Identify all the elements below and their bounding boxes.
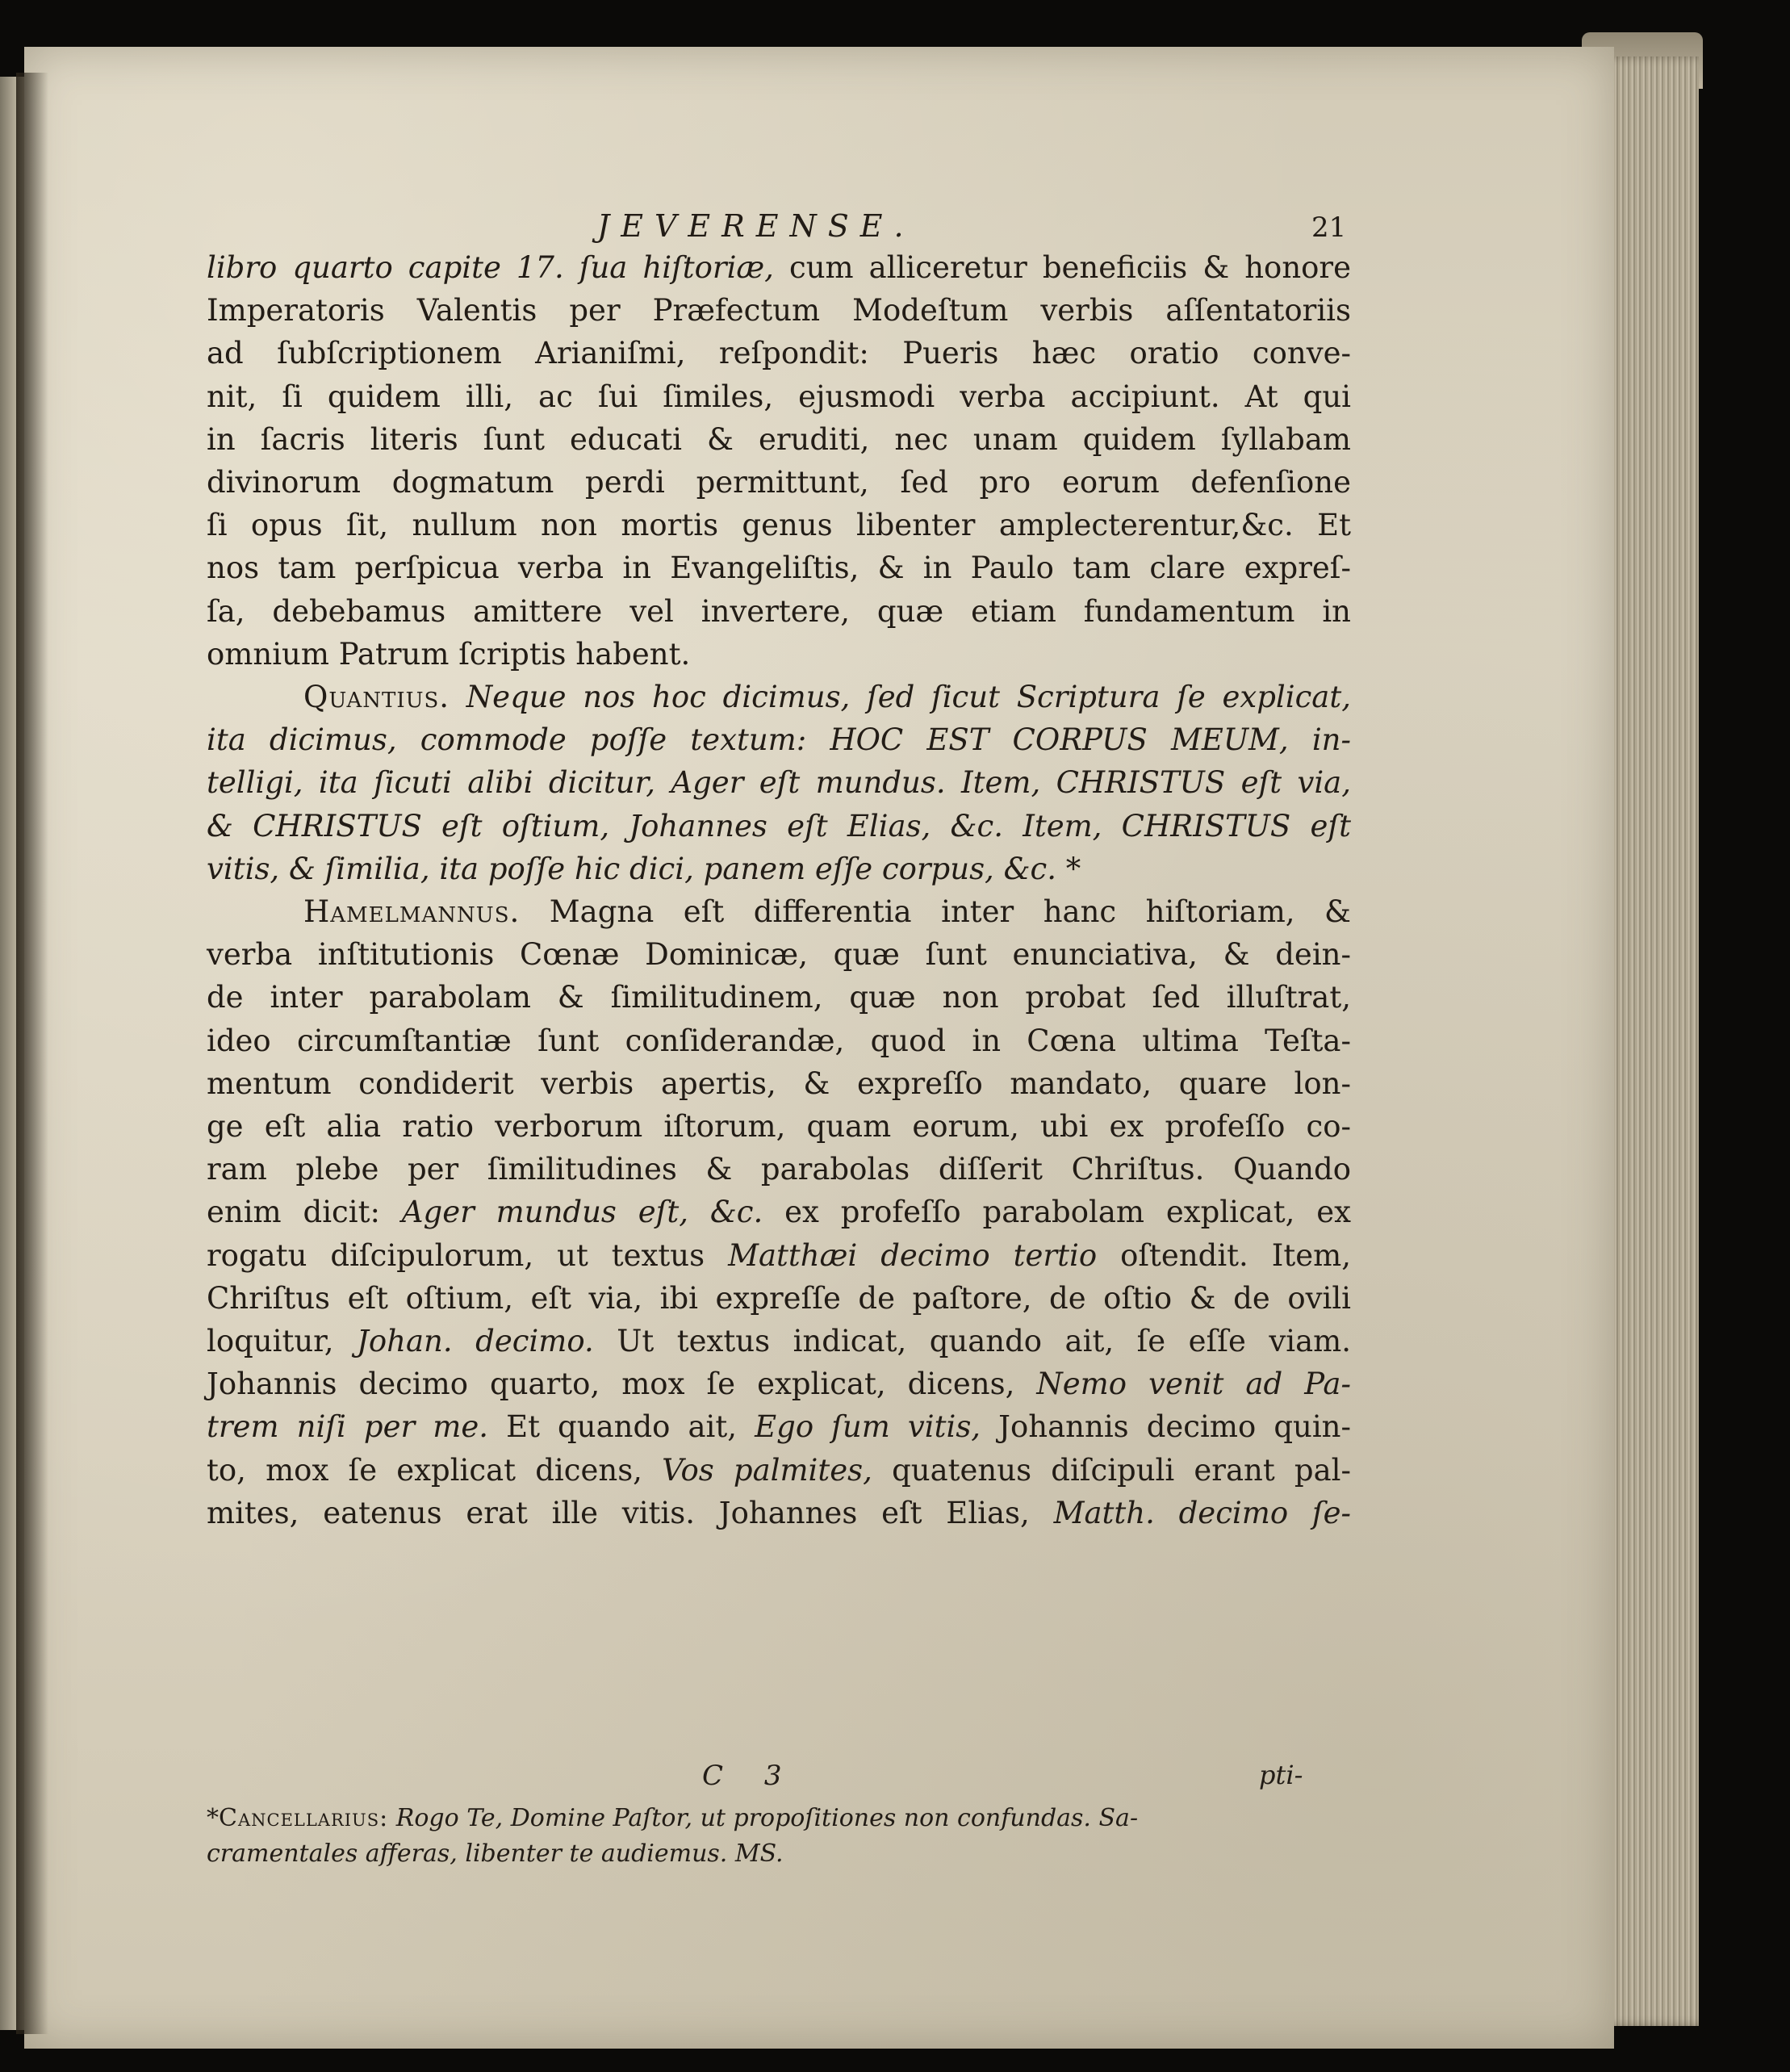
text-line bbox=[207, 1363, 1351, 1405]
text-line-segment: Chriſtus eſt oſtium, eſt via, ibi expreſſe de paſtore, de oſtio & de ovili bbox=[207, 1280, 1351, 1316]
text-line-segment: rogatu diſcipulorum, ut textus bbox=[207, 1237, 729, 1273]
running-head: JEVERENSE. bbox=[597, 208, 915, 244]
text-line bbox=[207, 247, 1351, 289]
footnote-line bbox=[207, 1802, 1351, 1835]
text-line-segment: quatenus diſcipuli erant pal- bbox=[872, 1452, 1351, 1488]
text-line-segment: mites, eatenus erat ille vitis. Johannes eſt Elias, bbox=[207, 1495, 1054, 1530]
text-line bbox=[207, 1492, 1351, 1534]
text-line-segment: & CHRISTUS eſt oſtium, Johannes eſt Elias, &c. Item, CHRISTUS eſt bbox=[207, 808, 1351, 843]
text-line-segment: Matth. decimo ſe- bbox=[1053, 1495, 1351, 1530]
text-line-segment: cum alliceretur beneficiis & honore bbox=[773, 250, 1352, 285]
text-line-segment: ideo circumſtantiæ ſunt conſiderandæ, quod in Cœna ultima Teſta- bbox=[207, 1023, 1351, 1058]
text-line-segment: Et quando ait, bbox=[488, 1409, 755, 1445]
text-line-segment: Johannis decimo quin- bbox=[981, 1409, 1351, 1445]
text-line bbox=[207, 333, 1351, 375]
text-line bbox=[207, 634, 1351, 676]
text-line-segment: in ſacris literis ſunt educati & eruditi, nec unam quidem ſyllabam bbox=[207, 421, 1351, 457]
text-line-segment: to, mox ſe explicat dicens, bbox=[207, 1452, 663, 1488]
text-line-segment: telligi, ita ſicuti alibi dicitur, Ager eſt mundus. Item, CHRISTUS eſt via, bbox=[207, 765, 1351, 801]
text-line-segment: oſtendit. Item, bbox=[1097, 1237, 1352, 1273]
text-line-segment: Ut textus indicat, quando ait, ſe eſſe viam. bbox=[593, 1324, 1351, 1358]
text-line-segment: omnium Patrum ſcriptis habent. bbox=[207, 636, 691, 672]
text-line-segment: Hamelmannus. bbox=[303, 894, 521, 929]
text-line bbox=[207, 1191, 1351, 1233]
text-line bbox=[207, 1020, 1351, 1062]
text-line bbox=[207, 547, 1351, 589]
text-line-segment: Neque nos hoc dicimus, ſed ſicut Scriptura ſe explicat, bbox=[450, 680, 1351, 714]
footnote-line-segment: Rogo Te, Domine Paſtor, ut propoſitiones non confundas. Sa- bbox=[388, 1804, 1139, 1832]
text-line-segment: Ego ſum vitis, bbox=[755, 1409, 981, 1445]
text-line-segment: de inter parabolam & ſimilitudinem, quæ non probat ſed illuſtrat, bbox=[207, 980, 1351, 1015]
text-line-segment: nit, ſi quidem illi, ac ſui ſimiles, ejusmodi verba accipiunt. At qui bbox=[207, 379, 1351, 414]
text-line-segment: Johannis decimo quarto, mox ſe explicat, dicens, bbox=[207, 1367, 1037, 1402]
text-line-segment: Vos palmites, bbox=[662, 1452, 872, 1488]
text-line-segment: ram plebe per ſimilitudines & parabolas diſſerit Chriſtus. Quando bbox=[207, 1152, 1351, 1187]
text-line-segment: verba inſtitutionis Cœnæ Dominicæ, quæ ſunt enunciativa, & dein- bbox=[207, 937, 1351, 973]
text-line bbox=[207, 1450, 1351, 1492]
text-line-segment: trem niſi per me. bbox=[207, 1409, 488, 1445]
signature-mark: C 3 bbox=[702, 1760, 798, 1792]
footnote-line bbox=[207, 1837, 1351, 1871]
text-line-segment: libro quarto capite 17. ſua hiſtoriæ, bbox=[207, 250, 774, 285]
text-line-segment: ge eſt alia ratio verborum iſtorum, quam eorum, ubi ex profeſſo co- bbox=[207, 1109, 1351, 1144]
text-line bbox=[207, 1235, 1351, 1277]
text-line-segment: loquitur, bbox=[207, 1324, 358, 1358]
gutter-shadow bbox=[16, 73, 48, 2034]
text-line bbox=[207, 676, 1351, 718]
text-line bbox=[207, 290, 1351, 332]
text-line bbox=[207, 1321, 1351, 1362]
text-line-segment: nos tam perſpicua verba in Evangeliſtis, & in Paulo tam clare expreſ- bbox=[207, 550, 1351, 586]
footnote-line-segment: Cancellarius: bbox=[219, 1804, 389, 1832]
text-line bbox=[207, 1278, 1351, 1320]
page-number: 21 bbox=[1311, 211, 1347, 244]
text-line bbox=[207, 1149, 1351, 1191]
text-line-segment: ita dicimus, commode poſſe textum: HOC EST CORPUS MEUM, in- bbox=[207, 722, 1351, 758]
text-line-segment: Magna eſt differentia inter hanc hiſtoriam, & bbox=[520, 894, 1351, 929]
text-line bbox=[207, 591, 1351, 633]
text-line bbox=[207, 848, 1351, 890]
text-line-segment: Imperatoris Valentis per Præfectum Modeſtum verbis aſſentatoriis bbox=[207, 293, 1351, 329]
text-line-segment: Matthæi decimo tertio bbox=[728, 1237, 1098, 1273]
text-line bbox=[207, 762, 1351, 804]
footnote-line-segment: cramentales afferas, libenter te audiemus. MS. bbox=[207, 1840, 784, 1868]
text-line-segment: ſi opus ſit, nullum non mortis genus libenter amplecterentur,&c. Et bbox=[207, 508, 1351, 543]
text-line bbox=[207, 462, 1351, 504]
text-line-segment: mentum condiderit verbis apertis, & expreſſo mandato, quare lon- bbox=[207, 1065, 1351, 1101]
text-line-segment: ſa, debebamus amittere vel invertere, quæ etiam fundamentum in bbox=[207, 593, 1351, 629]
text-line bbox=[207, 806, 1351, 848]
text-line-segment: Johan. decimo. bbox=[357, 1324, 594, 1358]
text-line bbox=[207, 376, 1351, 418]
text-line-segment: vitis, & ſimilia, ita poſſe hic dici, panem eſſe corpus, &c. * bbox=[207, 851, 1081, 886]
text-line-segment: Quantius. bbox=[303, 680, 450, 714]
catchword: pti- bbox=[1259, 1760, 1303, 1790]
text-line bbox=[207, 1406, 1351, 1448]
text-line-segment: ex profeſſo parabolam explicat, ex bbox=[763, 1195, 1351, 1230]
text-line-segment: Ager mundus eſt, &c. bbox=[401, 1195, 763, 1230]
text-line-segment: enim dicit: bbox=[207, 1195, 402, 1230]
text-line bbox=[207, 977, 1351, 1019]
page-stack-edge bbox=[1602, 57, 1699, 2026]
text-line bbox=[207, 419, 1351, 461]
text-line-segment: ad ſubſcriptionem Arianiſmi, reſpondit: Pueris hæc oratio conve- bbox=[207, 336, 1351, 371]
text-line bbox=[207, 891, 1351, 933]
text-line bbox=[207, 934, 1351, 976]
text-line bbox=[207, 504, 1351, 546]
text-line bbox=[207, 719, 1351, 761]
footnote-line-segment: * bbox=[207, 1804, 219, 1832]
text-line bbox=[207, 1106, 1351, 1148]
text-line bbox=[207, 1063, 1351, 1105]
text-line-segment: Nemo venit ad Pa- bbox=[1036, 1367, 1351, 1402]
text-line-segment: divinorum dogmatum perdi permittunt, ſed pro eorum defenſione bbox=[207, 465, 1351, 500]
